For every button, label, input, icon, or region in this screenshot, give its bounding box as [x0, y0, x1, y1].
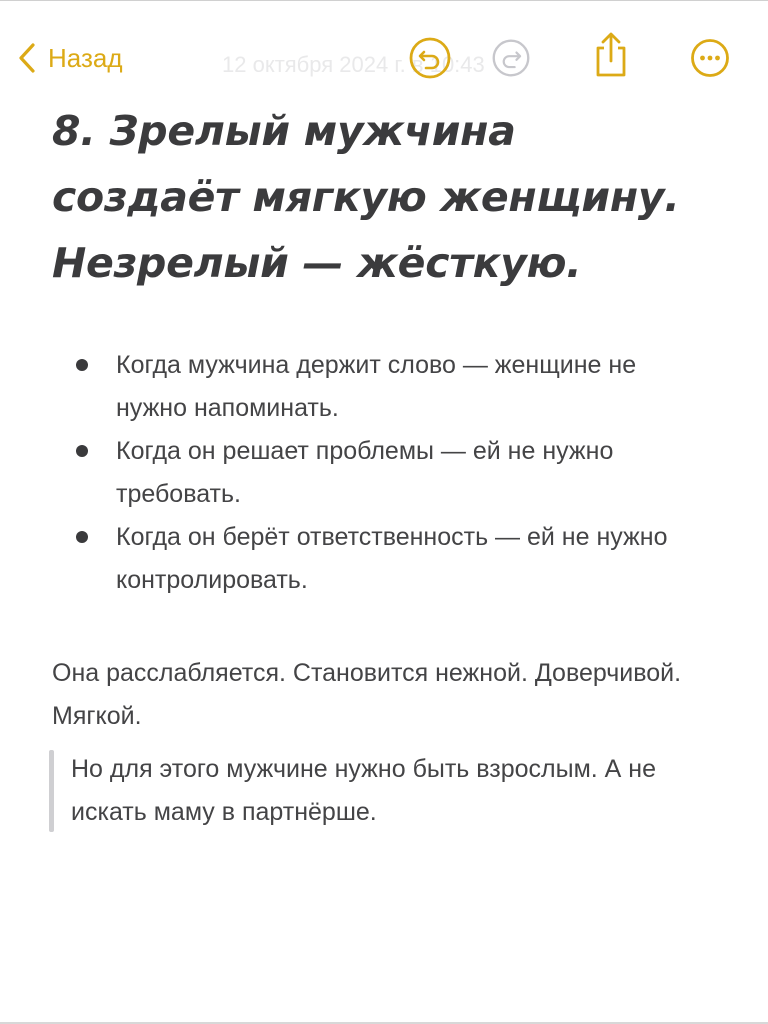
quote-text: Но для этого мужчине нужно быть взрослым. А не искать маму в партнёрше. — [71, 755, 657, 826]
note-heading — [52, 98, 732, 296]
redo-button[interactable] — [491, 38, 531, 83]
notes-toolbar — [0, 26, 768, 90]
undo-icon — [408, 67, 452, 84]
bullet-icon — [76, 531, 88, 543]
back-label: Назад — [48, 42, 123, 73]
chevron-left-icon — [18, 42, 36, 74]
top-border — [0, 0, 768, 1]
more-button[interactable] — [690, 38, 730, 83]
list-item — [72, 516, 712, 602]
redo-icon — [491, 65, 531, 82]
list-item — [72, 344, 712, 430]
bullet-list — [72, 344, 712, 602]
note-paragraph: Она расслабляется. Становится нежной. Доверчивой. Мягкой. — [52, 659, 682, 730]
bullet-icon — [76, 359, 88, 371]
list-item-text: Когда он берёт ответственность — ей не нужно контролировать. — [116, 523, 668, 594]
undo-button[interactable] — [408, 36, 452, 85]
heading-line: Незрелый — жёсткую. — [52, 239, 582, 287]
heading-line: создаёт мягкую женщину. — [52, 173, 680, 221]
back-button[interactable] — [18, 36, 123, 80]
share-icon — [592, 65, 630, 82]
block-quote — [49, 748, 729, 834]
note-date: 12 октября 2024 г. в 10:43 — [222, 52, 485, 77]
quote-bar — [49, 750, 54, 832]
bullet-icon — [76, 445, 88, 457]
share-button[interactable] — [592, 32, 630, 83]
note-body[interactable] — [52, 98, 732, 826]
list-item-text: Когда мужчина держит слово — женщине не нужно напоминать. — [116, 351, 637, 422]
more-icon — [690, 65, 730, 82]
list-item-text: Когда он решает проблемы — ей не нужно требовать. — [116, 437, 614, 508]
list-item — [72, 430, 712, 516]
heading-line: 8. Зрелый мужчина — [52, 107, 516, 155]
